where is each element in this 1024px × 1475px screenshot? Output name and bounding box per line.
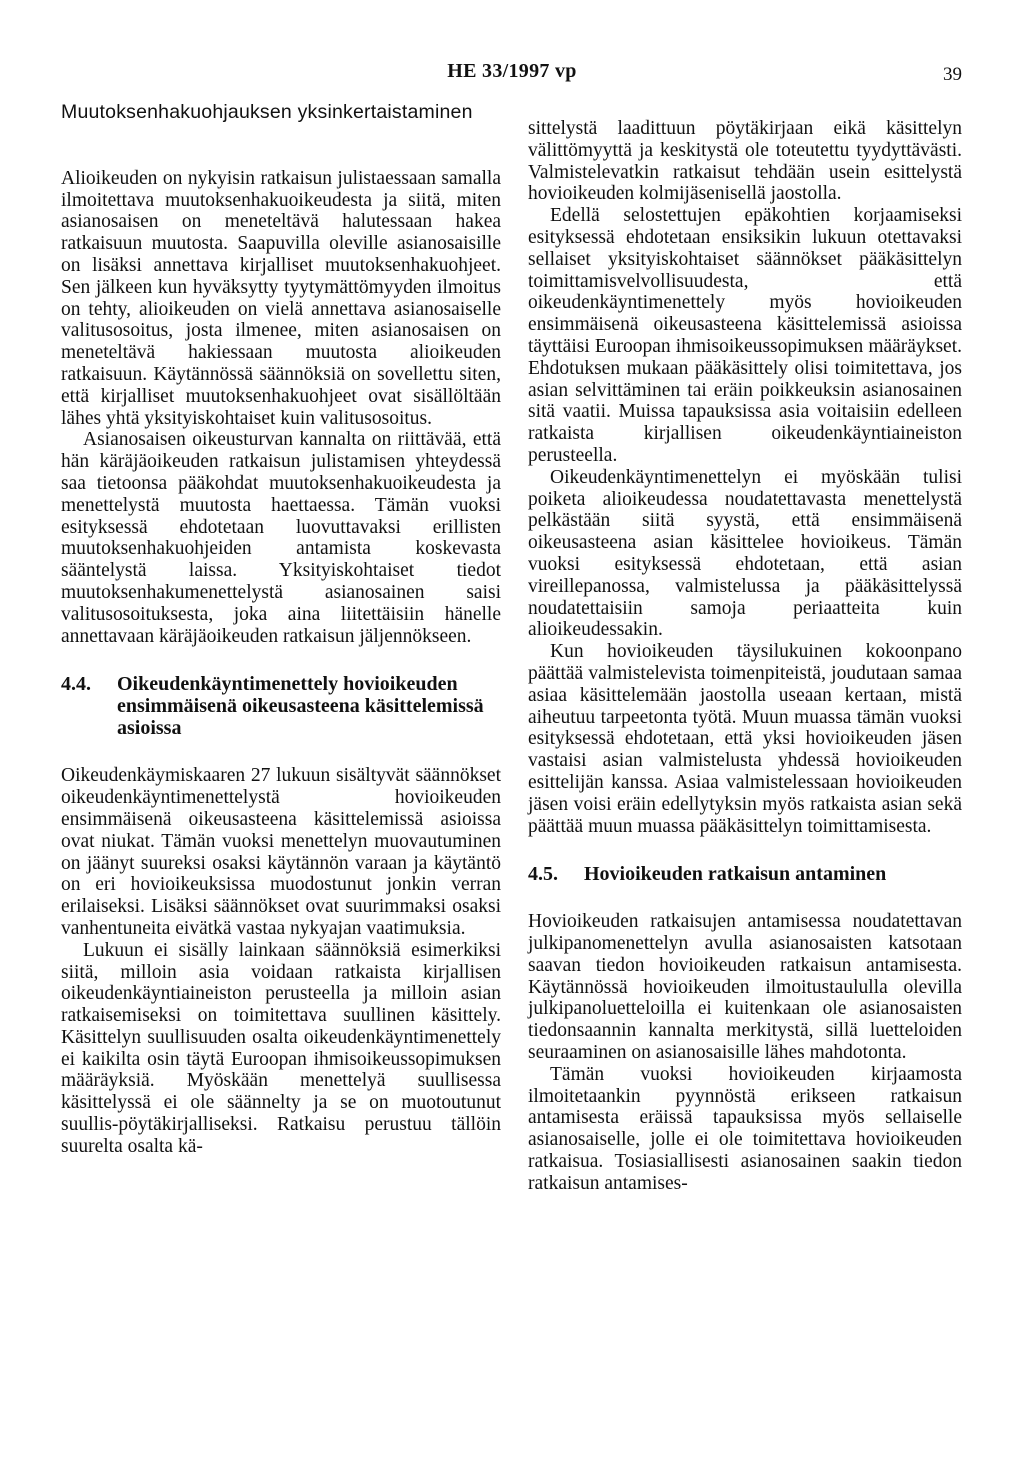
section-heading: [61, 673, 501, 739]
paragraph: Lukuun ei sisälly lainkaan säännöksiä esimerkiksi siitä, milloin asia voidaan ratkaista kirjallisen oikeudenkäyntiaineiston perusteella ja milloin asian ratkaisemiseksi on toimitettava suullinen käsittely. Käsittelyn suullisuuden osalta oikeudenkäyntimenettely ei kaikilta osin täytä Euroopan ihmisoikeussopimuksen määräyksiä. Myöskään menettelyä suullisessa käsittelyssä ei ole säännelty ja se on muotoutunut suullis-pöytäkirjalliseksi. Ratkaisu perustuu tällöin suurelta osalta kä-: [61, 939, 501, 1157]
section-title: Oikeudenkäyntimenettely hovioikeuden ensimmäisenä oikeusasteena käsittelemissä asioissa: [117, 673, 484, 740]
paragraph: Asianosaisen oikeusturvan kannalta on riittävää, että hän käräjäoikeuden ratkaisun julistamisen yhteydessä saa tietoonsa pääkohdat muutoksenhakuoikeudesta ja menettelystä muutosta haettaessa. Tämän vuoksi esityksessä ehdotetaan luovuttavaksi erillisten muutoksenhakuohjeiden antamista koskevasta sääntelystä laissa. Yksityiskohtaiset tiedot muutoksenhakumenettelystä asianosainen saisi valitusosoituksesta, joka aina liitettäisiin hänelle annettavaan käräjäoikeuden ratkaisun jäljennökseen.: [61, 429, 501, 647]
section-number: 4.4.: [61, 673, 91, 696]
running-head: HE 33/1997 vp: [447, 60, 577, 82]
paragraph: Oikeudenkäymiskaaren 27 lukuun sisältyvät säännökset oikeudenkäyntimenettelystä hovioikeuden ensimmäisenä oikeusasteena käsittelemissä asioissa ovat niukat. Tämän vuoksi menettelyn muovautuminen on jäänyt suureksi osaksi käytännön varaan ja käytäntö on eri hovioikeuksissa muodostunut jonkin verran erilaiseksi. Lisäksi säännökset ovat suurimmaksi osaksi vanhentuneita eivätkä vastaa nykyajan vaatimuksia.: [61, 765, 501, 939]
subheading: Muutoksenhakuohjauksen yksinkertaistaminen: [61, 101, 473, 123]
paragraph: Edellä selostettujen epäkohtien korjaamiseksi esityksessä ehdotetaan ensiksikin lukuun otettavaksi sellaiset yksityiskohtaiset säännökset pääkäsittelyn toimittamisvelvollisuudesta, että oikeudenkäyntimenettely myös hovioikeuden ensimmäisenä oikeusasteena käsittelemissä asioissa täyttäisi Euroopan ihmisoikeussopimuksen määräykset. Ehdotuksen mukaan pääkäsittely olisi toimitettava, jos asian selvittäminen tai eräin poikkeuksin asianosainen sitä vaatii. Muissa tapauksissa asia voitaisiin edelleen ratkaista kirjallisen oikeudenkäyntiaineiston perusteella.: [528, 205, 962, 466]
paragraph: Tämän vuoksi hovioikeuden kirjaamosta ilmoitetaankin pyynnöstä erikseen ratkaisun antamisesta eräissä tapauksissa myös sellaiselle asianosaiselle, jolle ei ole toimitettava hovioikeuden ratkaisua. Tosiasiallisesti asianosainen saakin tiedon ratkaisun antamises-: [528, 1063, 962, 1194]
left-column: [61, 102, 501, 1158]
section-title: Hovioikeuden ratkaisun antaminen: [584, 863, 887, 886]
paragraph: Hovioikeuden ratkaisujen antamisessa noudatettavan julkipanomenettelyn avulla asianosaisten katsotaan saavan tiedon hovioikeuden ratkaisun antamisesta. Käytännössä hovioikeuden ilmoitustaululla olevilla julkipanoluetteloilla ei kuitenkaan ole asianosaisten tiedonsaannin kannalta merkitystä, sillä luetteloiden seuraaminen on asianosaisille lähes mahdotonta.: [528, 911, 962, 1064]
page-number: 39: [943, 64, 962, 85]
paragraph: sittelystä laadittuun pöytäkirjaan eikä käsittelyn välittömyyttä ja keskitystä ole toteutettu tyydyttävästi. Valmistelevatkin ratkaisut tehdään usein esittelystä hovioikeuden kolmijäsenisellä jaostolla.: [528, 118, 962, 205]
paragraph: Alioikeuden on nykyisin ratkaisun julistaessaan samalla ilmoitettava muutoksenhakuoikeudesta ja siitä, miten asianosaisen on meneteltävä halutessaan hakea ratkaisuun muutosta. Saapuvilla oleville asianosaisille on lisäksi annettava kirjalliset muutoksenhakuohjeet. Sen jälkeen kun hyväksytty tyytymättömyyden ilmoitus on tehty, alioikeuden on vielä annettava asianosaiselle valitusosoitus, josta ilmenee, miten asianosaisen on meneteltävä hakiessaan muutosta alioikeuden ratkaisuun. Käytännössä säännöksiä on sovellettu siten, että kirjalliset muutoksenhakuohjeet ovat sisällöltään lähes yhtä yksityiskohtaiset kuin valitusosoitus.: [61, 167, 501, 429]
right-column: [528, 118, 962, 1195]
section-number: 4.5.: [528, 863, 558, 886]
paragraph: Oikeudenkäyntimenettelyn ei myöskään tulisi poiketa alioikeudessa noudatettavasta menettelystä pelkästään siitä syystä, että ensimmäisenä oikeusasteena asian käsittelee hovioikeus. Tämän vuoksi esityksessä ehdotetaan, että asian vireillepanossa, valmistelussa ja pääkäsittelyssä noudatettaisiin samoja periaatteita kuin alioikeudessakin.: [528, 466, 962, 641]
paragraph: Kun hovioikeuden täysilukuinen kokoonpano päättää valmistelevista toimenpiteistä, joudutaan samaa asiaa käsittelemään jaostolla useaan kertaan, mistä aiheutuu tarpeetonta työtä. Muun muassa tämän vuoksi esityksessä ehdotetaan, että yksi hovioikeuden jäsen vastaisi asian valmistelusta yhdessä hovioikeuden esittelijän kanssa. Asiaa valmistelessaan hovioikeuden jäsen voisi eräin edellytyksin myös ratkaista asian sekä päättää muun muassa pääkäsittelyn toimittamisesta.: [528, 641, 962, 837]
section-heading: [528, 863, 962, 885]
page-header: [0, 60, 1024, 90]
